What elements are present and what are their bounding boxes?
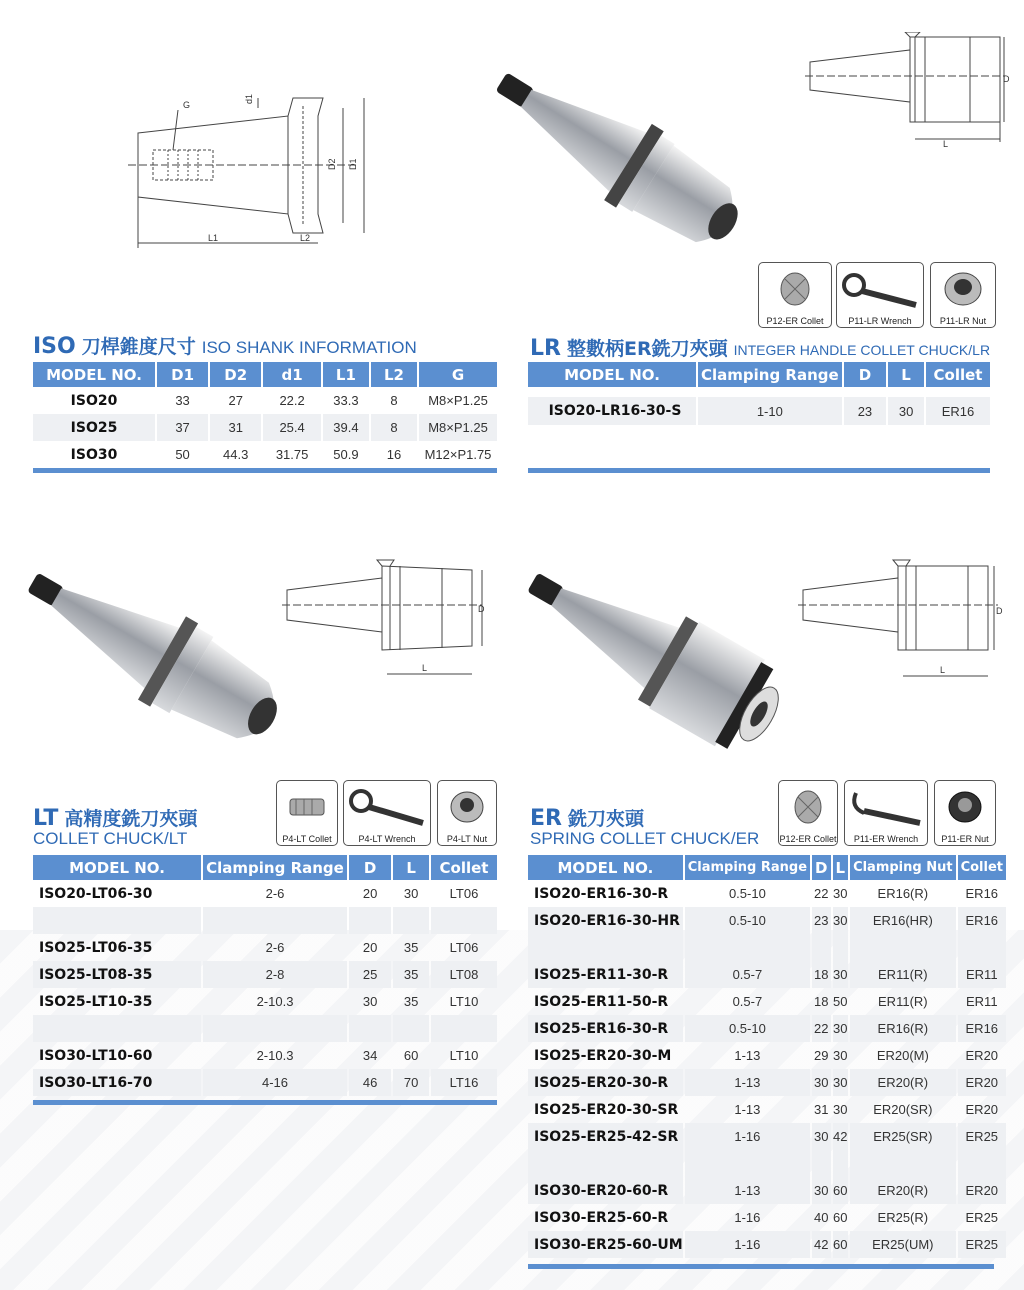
er-cell: 30: [833, 1048, 848, 1063]
lt-cell: [33, 907, 201, 934]
er-cell: 60: [833, 1231, 849, 1258]
er-cell: ER25: [958, 1231, 1006, 1258]
lt-table-row: [33, 988, 497, 1015]
er-cell: 22: [814, 886, 829, 901]
lt-section-title: [33, 804, 197, 831]
er-cell: 30: [833, 1069, 849, 1096]
er-cell: 1-13: [734, 1048, 761, 1063]
er-cell: ER25(SR): [850, 1123, 956, 1150]
er-cell: [528, 1150, 683, 1177]
iso-table-row: [33, 441, 497, 468]
er-accessory-wrench[interactable]: [844, 780, 928, 846]
er-table-row: [528, 1069, 1006, 1096]
er-cell: ISO25-ER20-30-M: [534, 1047, 672, 1064]
er-header-nut: Clamping Nut: [850, 855, 956, 880]
er-cell: ISO30-ER20-60-R: [528, 1177, 683, 1204]
er-accessory-nut-label: P11-ER Nut: [941, 834, 989, 844]
iso-shank-drawing: [128, 88, 368, 258]
lr-label-d: D: [1003, 74, 1010, 84]
lt-cell: LT10: [449, 1048, 479, 1063]
er-cell: ER25: [958, 1123, 1006, 1150]
er-cell: 0.5-7: [685, 961, 810, 988]
iso-table-row: [33, 387, 497, 414]
er-cell: 22: [812, 1015, 830, 1042]
lt-header-d: D: [349, 855, 391, 880]
iso-header-d1: D1: [157, 362, 208, 387]
lt-cell: ISO20-LT06-30: [39, 885, 153, 902]
iso-cell: M12×P1.75: [424, 447, 492, 462]
er-cell: 50: [833, 994, 848, 1009]
er-header-model: MODEL NO.: [528, 855, 683, 880]
lr-header-d: D: [844, 362, 886, 387]
er-table: [526, 855, 1008, 1258]
lt-cell: 30: [403, 886, 419, 901]
lr-code: LR: [530, 336, 561, 361]
lr-accessory-collet-label: P12-ER Collet: [766, 316, 824, 326]
lr-drawing: [805, 32, 1015, 152]
lt-accessory-nut-label: P4-LT Nut: [446, 834, 488, 844]
er-accessory-collet-label: P12-ER Collet: [779, 834, 837, 844]
lt-header-l: L: [393, 855, 429, 880]
lr-header-clamping: Clamping Range: [698, 362, 842, 387]
wrench-icon: [840, 269, 920, 309]
er-cell: 29: [814, 1048, 829, 1063]
lr-header-model: MODEL NO.: [528, 362, 696, 387]
lt-accessory-wrench-label: P4-LT Wrench: [358, 834, 416, 844]
iso-cell: 33.3: [333, 393, 359, 408]
lr-section-title: [530, 334, 990, 361]
er-cell: ISO25-ER11-30-R: [528, 961, 683, 988]
lr-table-row: [528, 397, 990, 425]
er-cell: [685, 1150, 810, 1177]
iso-title-zh: 刀桿錐度尺寸: [81, 336, 196, 358]
lt-cell: 35: [393, 961, 429, 988]
lt-cell: 2-10.3: [256, 994, 294, 1009]
lr-table-rule: [528, 468, 990, 473]
er-section-title: [530, 804, 644, 831]
er-title-en: SPRING COLLET CHUCK/ER: [530, 829, 760, 848]
lt-accessory-collet-label: P4-LT Collet: [282, 834, 332, 844]
er-cell: 1-16: [685, 1123, 810, 1150]
er-cell: ISO30-ER25-60-R: [534, 1209, 669, 1226]
lt-cell: 60: [403, 1048, 419, 1063]
lt-cell: LT06: [449, 886, 479, 901]
lt-cell: 46: [349, 1069, 391, 1096]
iso-header-l1: L1: [323, 362, 369, 387]
lt-cell: LT06: [449, 940, 479, 955]
iso-cell: 44.3: [223, 447, 249, 462]
er-cell: [812, 934, 830, 961]
er-cell: 42: [812, 1231, 830, 1258]
lt-table-rule: [33, 1100, 497, 1105]
er-cell: 18: [812, 961, 830, 988]
er-cell: 30: [812, 1177, 830, 1204]
iso-header-g: G: [419, 362, 497, 387]
er-cell: ER11(R): [850, 961, 956, 988]
lt-tool-image: [12, 568, 322, 753]
er-cell: ER20: [965, 1102, 999, 1117]
lr-accessory-nut[interactable]: [930, 262, 996, 328]
er-cell: [833, 934, 849, 961]
iso-cell: 33: [175, 393, 190, 408]
collet-icon: [775, 269, 815, 309]
er-cell: ER16: [958, 1015, 1006, 1042]
iso-cell: 8: [390, 393, 398, 408]
lt-cell: LT08: [431, 961, 497, 988]
lt-cell: ISO25-LT06-35: [39, 939, 153, 956]
lr-accessory-collet[interactable]: [758, 262, 832, 328]
er-title-zh: 銑刀夾頭: [567, 808, 644, 830]
lt-cell: 70: [393, 1069, 429, 1096]
iso-header-model: MODEL NO.: [33, 362, 155, 387]
label-d1-big: D1: [348, 158, 358, 170]
er-cell: 1-13: [685, 1177, 810, 1204]
lt-table-row: [33, 934, 497, 961]
lt-label-l: L: [422, 663, 428, 673]
er-cell: ER25(R): [877, 1210, 929, 1225]
lt-title-en: COLLET CHUCK/LT: [33, 829, 188, 848]
er-header-clamping: Clamping Range: [685, 855, 810, 880]
er-table-row: [528, 988, 1006, 1015]
er-cell: ER25(UM): [850, 1231, 956, 1258]
er-cell: 42: [833, 1123, 849, 1150]
iso-table: [31, 362, 499, 468]
er-table-row: [528, 1096, 1006, 1123]
lt-label-d: D: [478, 604, 485, 614]
er-cell: ER20: [965, 1048, 999, 1063]
iso-cell: 37: [157, 414, 208, 441]
er-cell: [958, 934, 1006, 961]
lt-table-row: [33, 1069, 497, 1096]
label-d1-small: d1: [244, 93, 254, 104]
lt-cell: [431, 1015, 497, 1042]
er-cell: ER20(SR): [873, 1102, 933, 1117]
er-cell: [958, 1150, 1006, 1177]
lr-label-l: L: [943, 139, 949, 149]
iso-cell: 27: [228, 393, 243, 408]
lt-cell: 2-8: [203, 961, 347, 988]
lt-header-model: MODEL NO.: [33, 855, 201, 880]
lt-cell: LT10: [449, 994, 479, 1009]
label-l2: L2: [300, 233, 311, 243]
iso-cell: 8: [371, 414, 417, 441]
iso-cell: 31.75: [275, 447, 309, 462]
lt-cell: ISO25-LT08-35: [33, 961, 201, 988]
er-header-l: L: [833, 855, 849, 880]
er-cell: 30: [812, 1069, 830, 1096]
iso-cell: 22.2: [279, 393, 305, 408]
er-cell: 30: [833, 886, 848, 901]
er-cell: ER16(HR): [850, 907, 956, 934]
er-cell: ER16(R): [877, 886, 929, 901]
lr-accessory-nut-label: P11-LR Nut: [939, 316, 987, 326]
label-d2: D2: [327, 158, 337, 170]
iso-section-title: [33, 332, 417, 359]
er-cell: 30: [833, 961, 849, 988]
er-table-row: [528, 880, 1006, 907]
lt-cell: 35: [403, 994, 419, 1009]
er-table-row: [528, 1150, 1006, 1177]
er-table-row: [528, 1204, 1006, 1231]
iso-header-d1-small: d1: [263, 362, 321, 387]
er-cell: ER20(M): [876, 1048, 929, 1063]
lt-accessory-collet[interactable]: [276, 780, 338, 846]
er-table-rule: [528, 1264, 994, 1269]
collet-icon: [788, 787, 828, 827]
er-accessory-collet[interactable]: [778, 780, 838, 846]
er-cell: [833, 1150, 849, 1177]
er-cell: ISO25-ER11-50-R: [534, 993, 669, 1010]
er-table-row: [528, 1177, 1006, 1204]
lt-cell: ISO25-LT10-35: [39, 993, 153, 1010]
er-table-row: [528, 961, 1006, 988]
er-cell: 30: [812, 1123, 830, 1150]
er-cell: [528, 934, 683, 961]
iso-title-en: ISO SHANK INFORMATION: [201, 338, 417, 357]
lt-cell: LT16: [431, 1069, 497, 1096]
label-l1: L1: [208, 233, 219, 243]
er-cell: ISO20-ER16-30-R: [534, 885, 669, 902]
lr-cell: 23: [844, 397, 886, 425]
er-cell: 60: [833, 1210, 848, 1225]
lt-accessory-nut[interactable]: [437, 780, 497, 846]
lt-cell: 4-16: [203, 1069, 347, 1096]
er-cell: ISO25-ER20-30-SR: [534, 1101, 679, 1118]
iso-cell: ISO25: [33, 414, 155, 441]
er-label-d: D: [996, 606, 1003, 616]
iso-cell: M8×P1.25: [419, 414, 497, 441]
iso-cell: 39.4: [323, 414, 369, 441]
lt-cell: [431, 907, 497, 934]
lt-cell: [393, 907, 429, 934]
er-cell: 0.5-7: [732, 994, 763, 1009]
lt-table-row: [33, 907, 497, 934]
iso-code: ISO: [33, 334, 76, 359]
lt-cell: 20: [362, 886, 378, 901]
lt-header-collet: Collet: [431, 855, 497, 880]
lr-tool-image: [478, 72, 778, 257]
lt-table-row: [33, 1042, 497, 1069]
nut-icon: [445, 787, 489, 827]
iso-cell: 31: [210, 414, 261, 441]
er-cell: 30: [833, 1102, 848, 1117]
er-cell: 0.5-10: [685, 907, 810, 934]
iso-cell: M8×P1.25: [428, 393, 488, 408]
lt-table: [31, 855, 499, 1096]
wrench-icon: [848, 787, 924, 827]
er-cell: ER20(R): [850, 1069, 956, 1096]
er-cell: 0.5-10: [728, 886, 766, 901]
er-cell: [850, 1150, 956, 1177]
lt-cell: [349, 907, 391, 934]
lr-accessory-wrench[interactable]: [836, 262, 924, 328]
lt-accessory-wrench[interactable]: [343, 780, 431, 846]
iso-table-row: [33, 414, 497, 441]
collet-icon: [282, 787, 332, 827]
label-g: G: [183, 100, 191, 110]
lt-cell: ISO30-LT16-70: [33, 1069, 201, 1096]
er-cell: [685, 934, 810, 961]
er-cell: ER20(R): [850, 1177, 956, 1204]
lt-code: LT: [33, 806, 59, 831]
lr-title-zh: 整數柄ER銑刀夾頭: [566, 338, 728, 360]
lr-accessory-wrench-label: P11-LR Wrench: [848, 316, 912, 326]
iso-header-d2: D2: [210, 362, 261, 387]
er-cell: ER11: [958, 961, 1006, 988]
lr-cell: ISO20-LR16-30-S: [528, 397, 696, 425]
lt-cell: 2-6: [265, 886, 285, 901]
lt-table-row: [33, 1015, 497, 1042]
er-cell: 18: [814, 994, 829, 1009]
er-cell: ER20: [958, 1069, 1006, 1096]
iso-table-rule: [33, 468, 497, 473]
er-cell: 1-13: [734, 1102, 761, 1117]
iso-cell: 25.4: [263, 414, 321, 441]
lt-cell: 34: [362, 1048, 378, 1063]
er-cell: 60: [833, 1177, 849, 1204]
lr-table: [526, 362, 992, 439]
lt-cell: [33, 1015, 201, 1042]
lt-header-clamping: Clamping Range: [203, 855, 347, 880]
lr-cell: ER16: [926, 397, 990, 425]
er-table-row: [528, 907, 1006, 934]
er-cell: ISO25-ER20-30-R: [528, 1069, 683, 1096]
er-table-row: [528, 934, 1006, 961]
er-cell: ER16(R): [850, 1015, 956, 1042]
lr-header-l: L: [888, 362, 924, 387]
er-cell: ER16: [965, 886, 999, 901]
er-cell: ISO30-ER25-60-UM: [528, 1231, 683, 1258]
er-cell: ISO25-ER16-30-R: [528, 1015, 683, 1042]
er-header-d: D: [812, 855, 830, 880]
lt-cell: [203, 1015, 347, 1042]
iso-cell: ISO30: [70, 446, 118, 463]
er-cell: 40: [814, 1210, 829, 1225]
er-cell: ER20: [958, 1177, 1006, 1204]
er-accessory-nut[interactable]: [934, 780, 996, 846]
lt-cell: 25: [349, 961, 391, 988]
er-cell: ER25: [965, 1210, 999, 1225]
lt-title-zh: 高精度銑刀夾頭: [64, 808, 198, 830]
er-table-row: [528, 1123, 1006, 1150]
lr-header-collet: Collet: [926, 362, 990, 387]
er-accessory-wrench-label: P11-ER Wrench: [853, 834, 919, 844]
er-label-l: L: [940, 665, 946, 675]
lt-cell: 20: [362, 940, 378, 955]
lt-cell: 30: [362, 994, 378, 1009]
er-cell: 30: [833, 907, 849, 934]
er-cell: 30: [833, 1015, 849, 1042]
lt-cell: 2-6: [265, 940, 285, 955]
iso-header-l2: L2: [371, 362, 417, 387]
er-table-row: [528, 1042, 1006, 1069]
er-cell: ISO25-ER25-42-SR: [528, 1123, 683, 1150]
er-cell: ISO20-ER16-30-HR: [528, 907, 683, 934]
lr-cell: 30: [888, 397, 924, 425]
er-cell: ER11(R): [878, 994, 928, 1009]
iso-cell: 50.9: [333, 447, 359, 462]
lt-cell: [393, 1015, 429, 1042]
lt-cell: [203, 907, 347, 934]
nut-icon: [941, 269, 985, 309]
er-cell: 1-16: [685, 1231, 810, 1258]
lr-table-spacer: [528, 425, 990, 439]
iso-cell: 50: [175, 447, 190, 462]
lt-table-row: [33, 961, 497, 988]
er-table-row: [528, 1015, 1006, 1042]
lr-title-en: INTEGER HANDLE COLLET CHUCK/LR: [733, 342, 991, 358]
iso-cell: 16: [386, 447, 402, 462]
lr-table-spacer: [528, 387, 990, 397]
iso-cell: ISO20: [70, 392, 118, 409]
er-tool-image: [512, 568, 812, 758]
er-cell: 1-16: [734, 1210, 761, 1225]
lr-cell: 1-10: [698, 397, 842, 425]
er-cell: ER11: [966, 994, 998, 1009]
er-cell: [850, 934, 956, 961]
er-cell: 0.5-10: [685, 1015, 810, 1042]
er-cell: 31: [814, 1102, 829, 1117]
nut-icon: [943, 787, 987, 827]
er-header-collet: Collet: [958, 855, 1006, 880]
er-cell: 23: [812, 907, 830, 934]
lt-cell: ISO30-LT10-60: [39, 1047, 153, 1064]
lt-cell: 2-10.3: [256, 1048, 294, 1063]
er-drawing: [798, 558, 1008, 683]
lt-cell: 35: [403, 940, 419, 955]
er-cell: [812, 1150, 830, 1177]
er-table-row: [528, 1231, 1006, 1258]
er-cell: ER16: [958, 907, 1006, 934]
lt-drawing: [282, 558, 492, 683]
lt-table-row: [33, 880, 497, 907]
lt-cell: [349, 1015, 391, 1042]
er-cell: 1-13: [685, 1069, 810, 1096]
er-code: ER: [530, 806, 562, 831]
wrench-icon: [347, 787, 427, 827]
